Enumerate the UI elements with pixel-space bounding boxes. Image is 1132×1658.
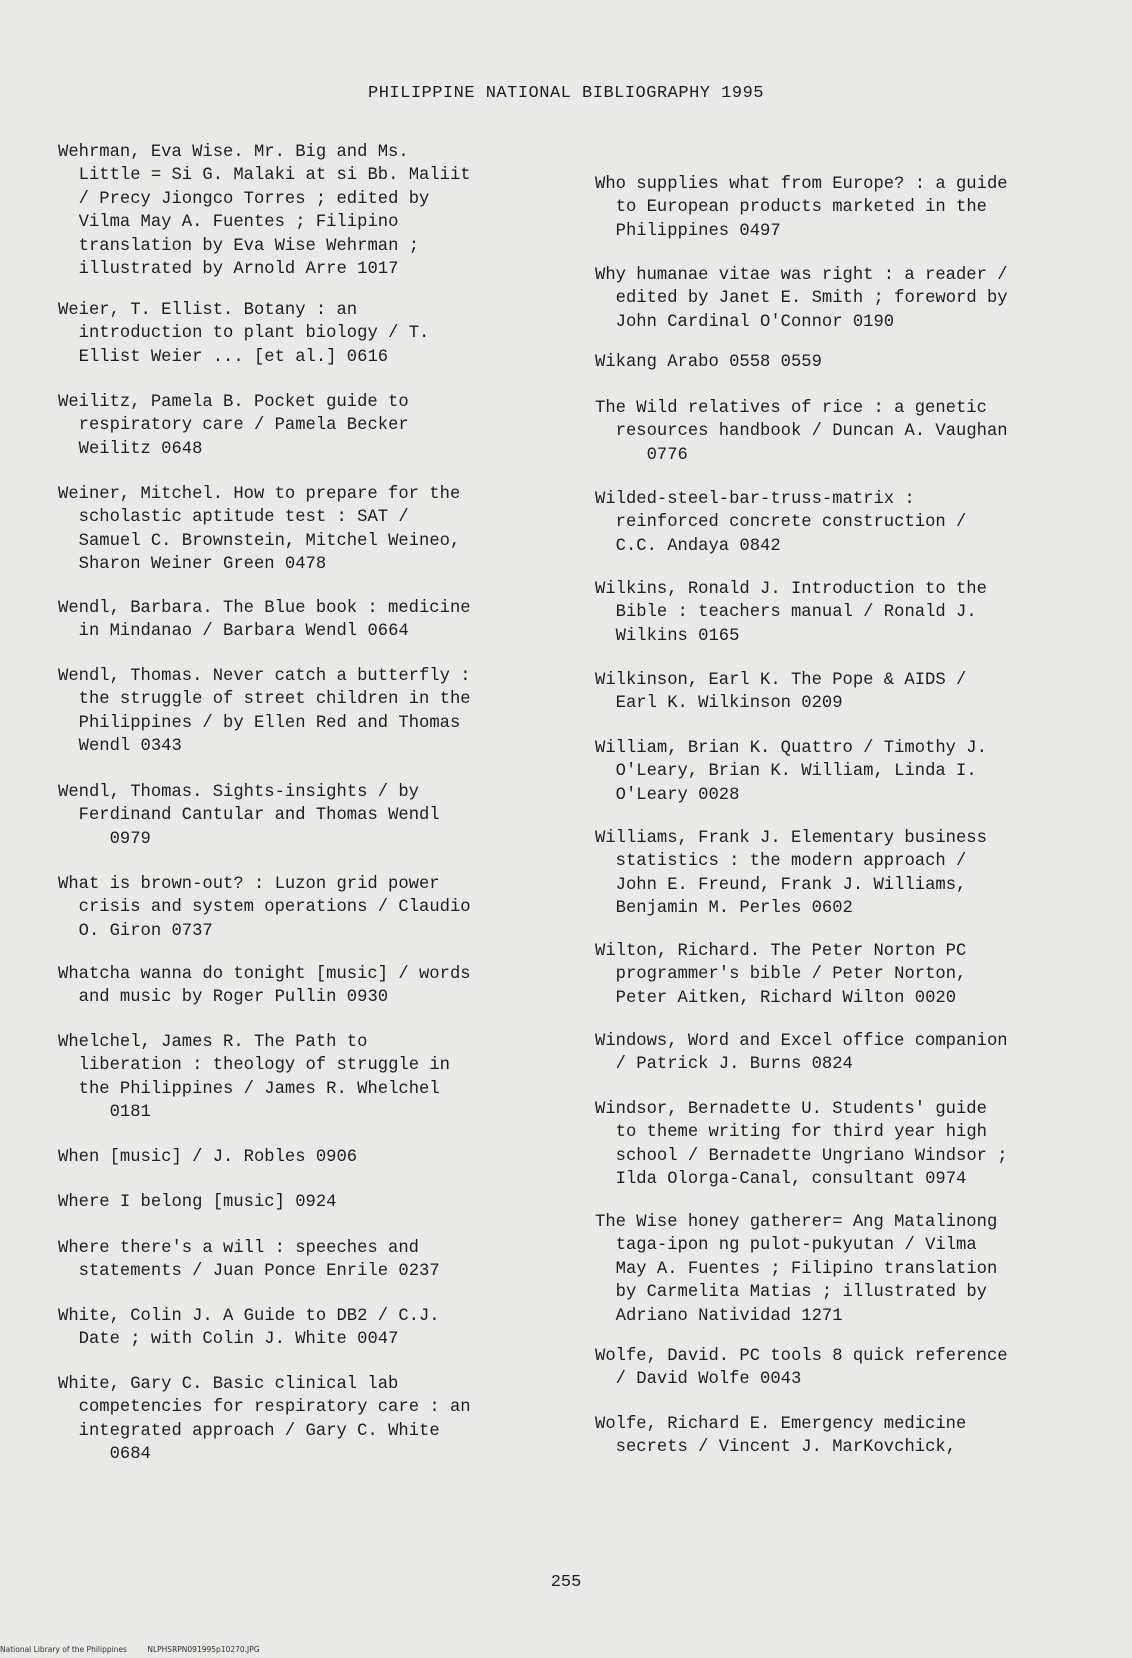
bibliography-entry: Wilded-steel-bar-truss-matrix : reinforced concrete construction / C.C. Andaya 0842: [595, 490, 967, 556]
bibliography-entry: Wolfe, David. PC tools 8 quick reference / David Wolfe 0043: [595, 1347, 1008, 1390]
page-number: 255: [550, 1573, 582, 1592]
bibliography-entry: White, Gary C. Basic clinical lab competencies for respiratory care : an integrated approach / Gary C. White 0684: [58, 1375, 471, 1465]
bibliography-entry: White, Colin J. A Guide to DB2 / C.J. Date ; with Colin J. White 0047: [58, 1307, 440, 1350]
bibliography-entry: Who supplies what from Europe? : a guide to European products marketed in the Philippines 0497: [595, 175, 1008, 241]
bibliography-entry: Weiner, Mitchel. How to prepare for the scholastic aptitude test : SAT / Samuel C. Brownstein, Mitchel Weineo, Sharon Weiner Green 0478: [58, 485, 461, 575]
bibliography-entry: Windsor, Bernadette U. Students' guide to theme writing for third year high school / Bernadette Ungriano Windsor ; Ilda Olorga-Canal, consultant 0974: [595, 1100, 1008, 1190]
bibliography-entry: Where there's a will : speeches and statements / Juan Ponce Enrile 0237: [58, 1239, 440, 1282]
bibliography-entry: What is brown-out? : Luzon grid power crisis and system operations / Claudio O. Giron 0737: [58, 875, 471, 941]
bibliography-entry: Wilkinson, Earl K. The Pope & AIDS / Earl K. Wilkinson 0209: [595, 671, 967, 714]
bibliography-entry: Weier, T. Ellist. Botany : an introduction to plant biology / T. Ellist Weier ... [et al.] 0616: [58, 301, 430, 367]
scan-footer: [0, 1645, 278, 1654]
bibliography-entry: Wendl, Barbara. The Blue book : medicine in Mindanao / Barbara Wendl 0664: [58, 599, 471, 642]
bibliography-entry: Whelchel, James R. The Path to liberation : theology of struggle in the Philippines / James R. Whelchel 0181: [58, 1033, 450, 1123]
bibliography-entry: The Wild relatives of rice : a genetic resources handbook / Duncan A. Vaughan 0776: [595, 399, 1008, 465]
bibliography-entry: When [music] / J. Robles 0906: [58, 1148, 358, 1167]
bibliography-entry: Why humanae vitae was right : a reader / edited by Janet E. Smith ; foreword by John Cardinal O'Connor 0190: [595, 266, 1008, 332]
page-title: PHILIPPINE NATIONAL BIBLIOGRAPHY 1995: [368, 84, 764, 103]
bibliography-entry: Wehrman, Eva Wise. Mr. Big and Ms. Little = Si G. Malaki at si Bb. Maliit / Precy Jiongco Torres ; edited by Vilma May A. Fuentes ; Filipino translation by Eva Wise Wehrman ; illustrated by Arnold Arre 1017: [58, 143, 471, 280]
bibliography-entry: Wendl, Thomas. Sights-insights / by Ferdinand Cantular and Thomas Wendl 0979: [58, 783, 440, 849]
bibliography-entry: Wolfe, Richard E. Emergency medicine secrets / Vincent J. MarKovchick,: [595, 1415, 967, 1458]
bibliography-entry: Williams, Frank J. Elementary business statistics : the modern approach / John E. Freund, Frank J. Williams, Benjamin M. Perles 0602: [595, 829, 987, 919]
bibliography-entry: The Wise honey gatherer= Ang Matalinong taga-ipon ng pulot-pukyutan / Vilma May A. Fuentes ; Filipino translation by Carmelita Matias ; illustrated by Adriano Natividad 1271: [595, 1213, 998, 1326]
footer-filename: NLPHSRPN091995p10270.JPG: [147, 1645, 260, 1654]
bibliography-entry: Whatcha wanna do tonight [music] / words and music by Roger Pullin 0930: [58, 965, 471, 1008]
bibliography-entry: Weilitz, Pamela B. Pocket guide to respiratory care / Pamela Becker Weilitz 0648: [58, 393, 409, 459]
bibliography-entry: Wikang Arabo 0558 0559: [595, 353, 822, 372]
footer-institution: National Library of the Philippines: [0, 1645, 127, 1654]
bibliography-entry: Wilkins, Ronald J. Introduction to the Bible : teachers manual / Ronald J. Wilkins 0165: [595, 580, 987, 646]
bibliography-entry: Wendl, Thomas. Never catch a butterfly : the struggle of street children in the Philippines / by Ellen Red and Thomas Wendl 0343: [58, 667, 471, 757]
bibliography-entry: Where I belong [music] 0924: [58, 1193, 337, 1212]
bibliography-entry: Windows, Word and Excel office companion / Patrick J. Burns 0824: [595, 1032, 1008, 1075]
bibliography-entry: Wilton, Richard. The Peter Norton PC programmer's bible / Peter Norton, Peter Aitken, Richard Wilton 0020: [595, 942, 967, 1008]
bibliography-entry: William, Brian K. Quattro / Timothy J. O'Leary, Brian K. William, Linda I. O'Leary 0028: [595, 739, 987, 805]
